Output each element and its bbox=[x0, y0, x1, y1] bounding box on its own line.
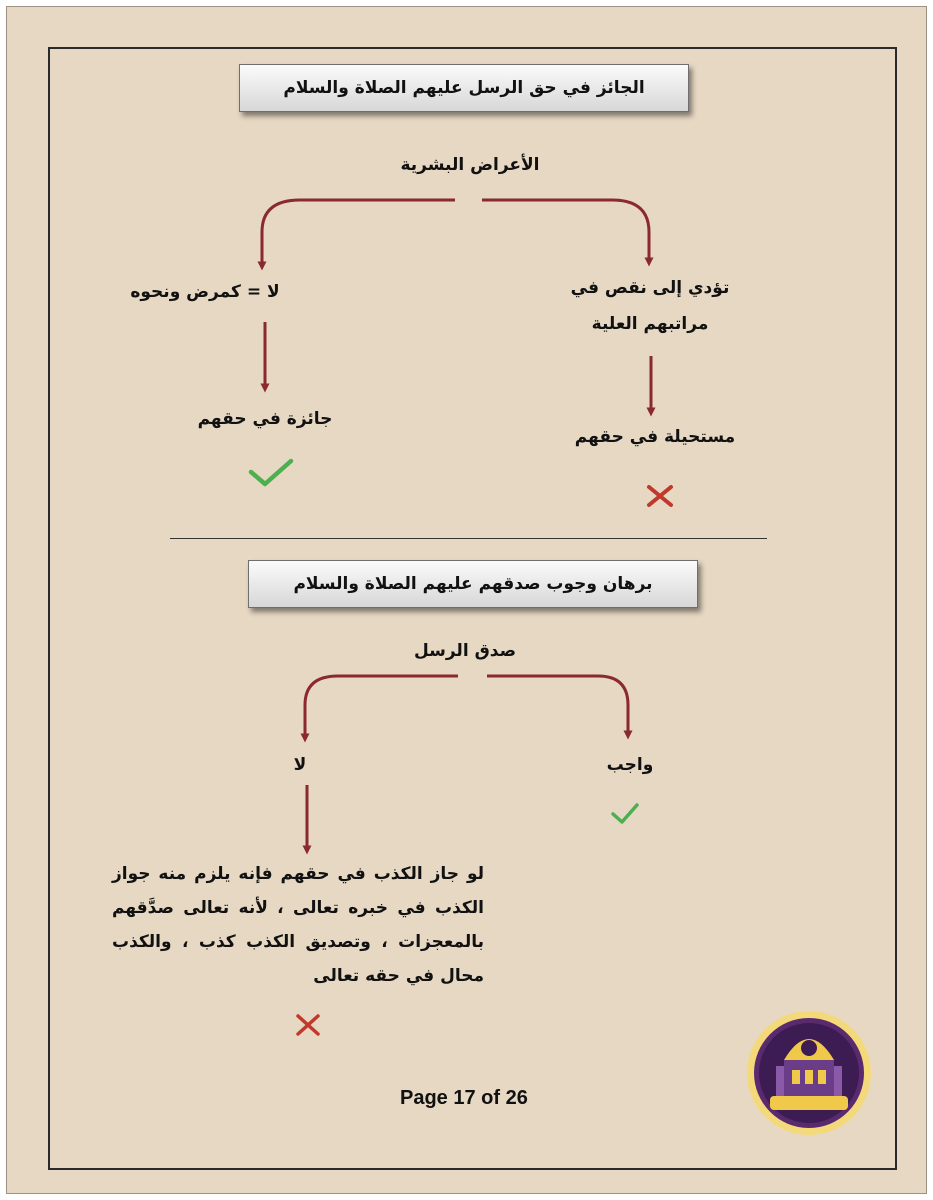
section1-right-result: مستحيلة في حقهم bbox=[574, 427, 736, 447]
section1-root: الأعراض البشرية bbox=[400, 155, 540, 175]
cross-icon bbox=[294, 1012, 322, 1038]
school-logo bbox=[746, 1010, 872, 1136]
section1-right-branch: تؤدي إلى نقص في مراتبهم العلية bbox=[570, 278, 730, 334]
page-number: Page 17 of 26 bbox=[400, 1087, 528, 1109]
check-icon bbox=[610, 802, 640, 826]
arrow-s2-left bbox=[305, 676, 458, 738]
arrow-s1-left bbox=[262, 200, 455, 266]
arrow-s1-right bbox=[482, 200, 649, 262]
section2-heading: برهان وجوب صدقهم عليهم الصلاة والسلام bbox=[248, 560, 698, 608]
section2-left-explanation: لو جاز الكذب في حقهم فإنه يلزم منه جواز الكذب في خبره تعالى ، لأنه تعالى صدَّقهم بالمعجزات ، وتصديق الكذب كذب ، والكذب محال في حقه تعالى bbox=[112, 864, 484, 986]
section1-heading: الجائز في حق الرسل عليهم الصلاة والسلام bbox=[239, 64, 689, 112]
section1-left-branch: لا = كمرض ونحوه bbox=[130, 282, 280, 302]
section2-left-branch: لا bbox=[293, 755, 307, 775]
section2-right-branch: واجب bbox=[606, 755, 654, 775]
arrow-s2-right bbox=[487, 676, 628, 735]
check-icon bbox=[248, 458, 294, 488]
cross-icon bbox=[645, 483, 675, 509]
section1-left-result: جائزة في حقهم bbox=[197, 409, 333, 429]
section2-root: صدق الرسل bbox=[413, 641, 517, 661]
